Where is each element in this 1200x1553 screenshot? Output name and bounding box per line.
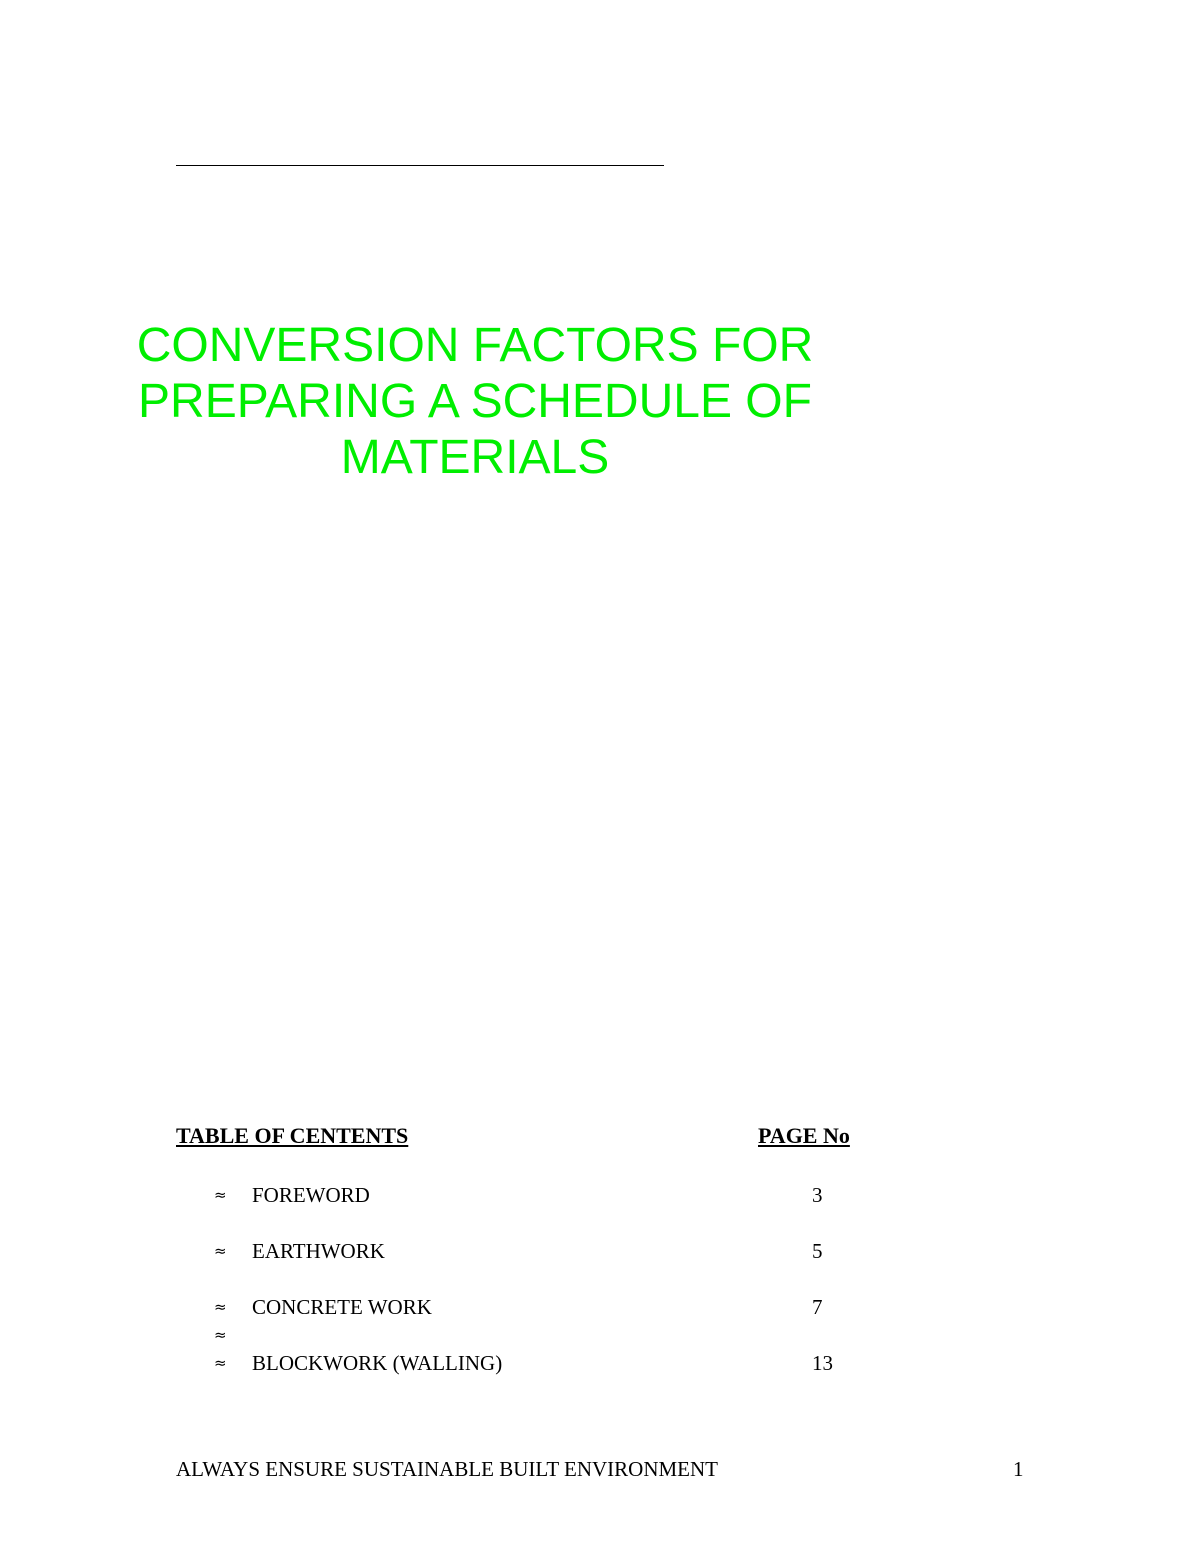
- approx-bullet-icon: ≈: [214, 1354, 227, 1372]
- toc-heading: TABLE OF CENTENTS: [176, 1123, 409, 1148]
- toc-header: [176, 1123, 896, 1153]
- document-title: [100, 318, 850, 486]
- title-line-1: CONVERSION FACTORS FOR: [136, 319, 814, 372]
- toc-item-blockwork: [176, 1348, 896, 1404]
- top-rule: [176, 165, 664, 166]
- toc-item-foreword: [176, 1180, 896, 1236]
- toc-item-label: CONCRETE WORK: [252, 1295, 432, 1319]
- toc-item-label: FOREWORD: [252, 1183, 370, 1207]
- footer-text: ALWAYS ENSURE SUSTAINABLE BUILT ENVIRONMENT: [176, 1457, 719, 1481]
- title-line-3: MATERIALS: [340, 431, 610, 484]
- toc-item-page: 7: [812, 1295, 823, 1319]
- toc-list: [176, 1180, 896, 1404]
- toc-page-heading: PAGE No: [758, 1123, 850, 1148]
- approx-bullet-icon: ≈: [214, 1186, 227, 1204]
- title-line-2: PREPARING A SCHEDULE OF: [138, 375, 812, 428]
- toc-item-label: BLOCKWORK (WALLING): [252, 1351, 503, 1375]
- page-footer: [176, 1457, 1036, 1487]
- toc-item-page: 13: [812, 1351, 833, 1375]
- approx-bullet-icon: ≈: [214, 1242, 227, 1260]
- toc-item-label: EARTHWORK: [252, 1239, 385, 1263]
- footer-page-number: 1: [1013, 1457, 1024, 1481]
- toc-item-empty: [176, 1320, 896, 1348]
- toc-item-concrete-work: [176, 1292, 896, 1320]
- toc-item-earthwork: [176, 1236, 896, 1292]
- approx-bullet-icon: ≈: [214, 1326, 227, 1344]
- toc-item-page: 5: [812, 1239, 823, 1263]
- toc-item-page: 3: [812, 1183, 823, 1207]
- approx-bullet-icon: ≈: [214, 1298, 227, 1316]
